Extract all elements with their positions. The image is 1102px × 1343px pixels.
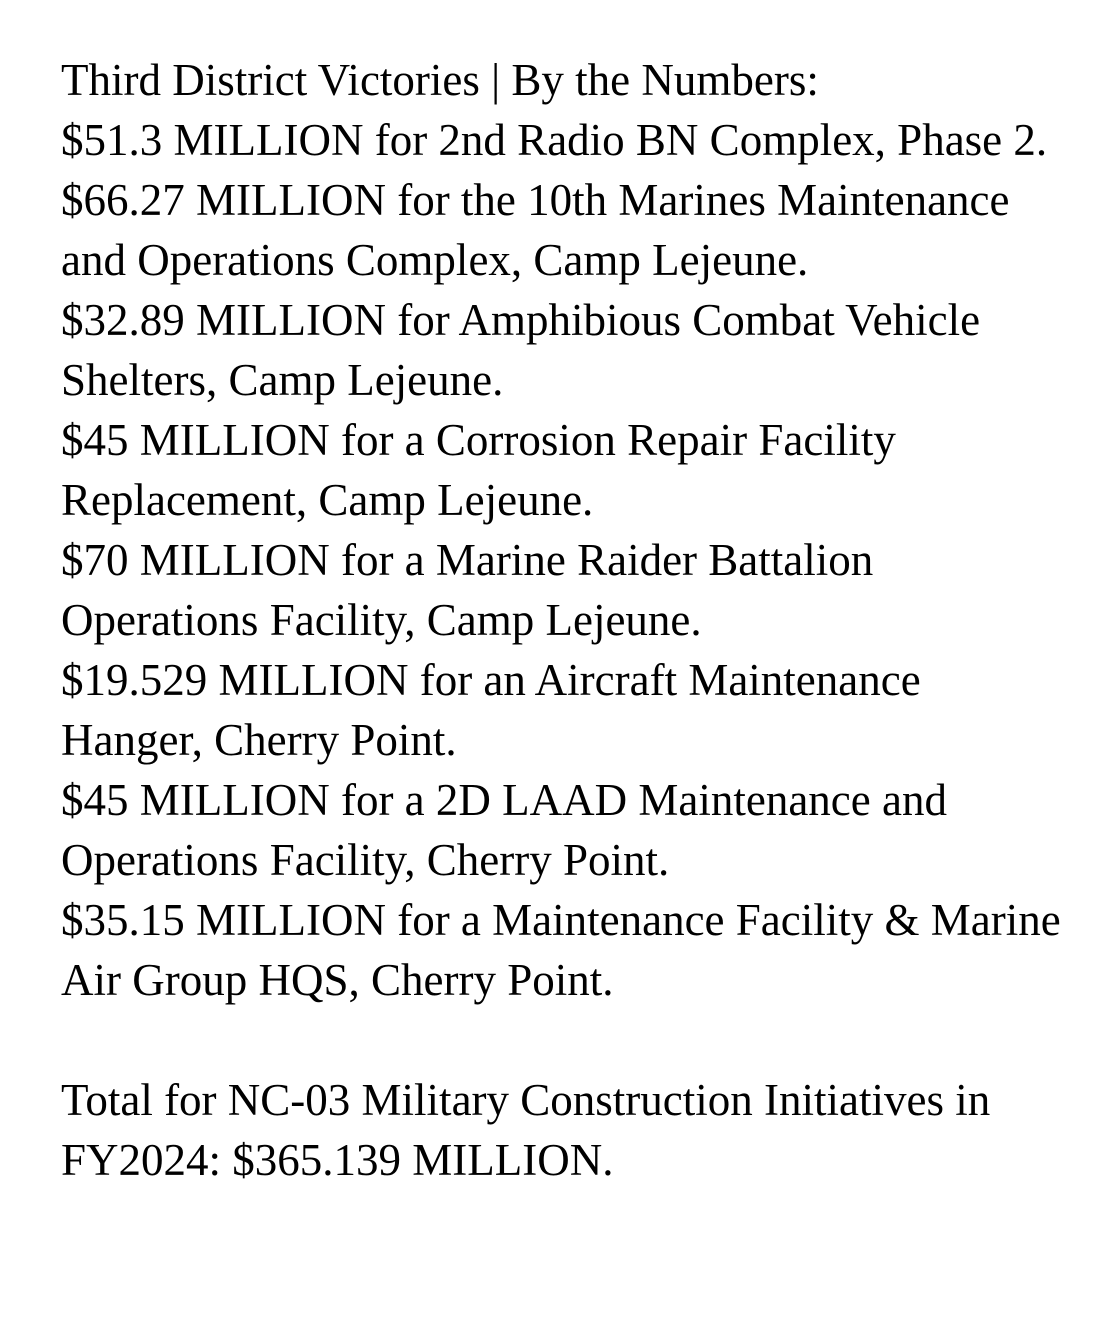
list-item: $35.15 MILLION for a Maintenance Facility & Marine Air Group HQS, Cherry Point. — [61, 895, 1061, 1005]
list-item: $19.529 MILLION for an Aircraft Maintenance Hanger, Cherry Point. — [61, 655, 921, 765]
blank-line — [61, 1010, 1071, 1070]
heading: Third District Victories | By the Numbers: — [61, 55, 819, 105]
list-item: $66.27 MILLION for the 10th Marines Maintenance and Operations Complex, Camp Lejeune. — [61, 175, 1010, 285]
total-summary: Total for NC-03 Military Construction Initiatives in FY2024: $365.139 MILLION. — [61, 1075, 991, 1185]
list-item: $70 MILLION for a Marine Raider Battalion Operations Facility, Camp Lejeune. — [61, 535, 874, 645]
document-body — [61, 50, 1071, 1190]
list-item: $51.3 MILLION for 2nd Radio BN Complex, Phase 2. — [61, 115, 1048, 165]
list-item: $45 MILLION for a 2D LAAD Maintenance and Operations Facility, Cherry Point. — [61, 775, 947, 885]
list-item: $45 MILLION for a Corrosion Repair Facility Replacement, Camp Lejeune. — [61, 415, 896, 525]
list-item: $32.89 MILLION for Amphibious Combat Vehicle Shelters, Camp Lejeune. — [61, 295, 981, 405]
